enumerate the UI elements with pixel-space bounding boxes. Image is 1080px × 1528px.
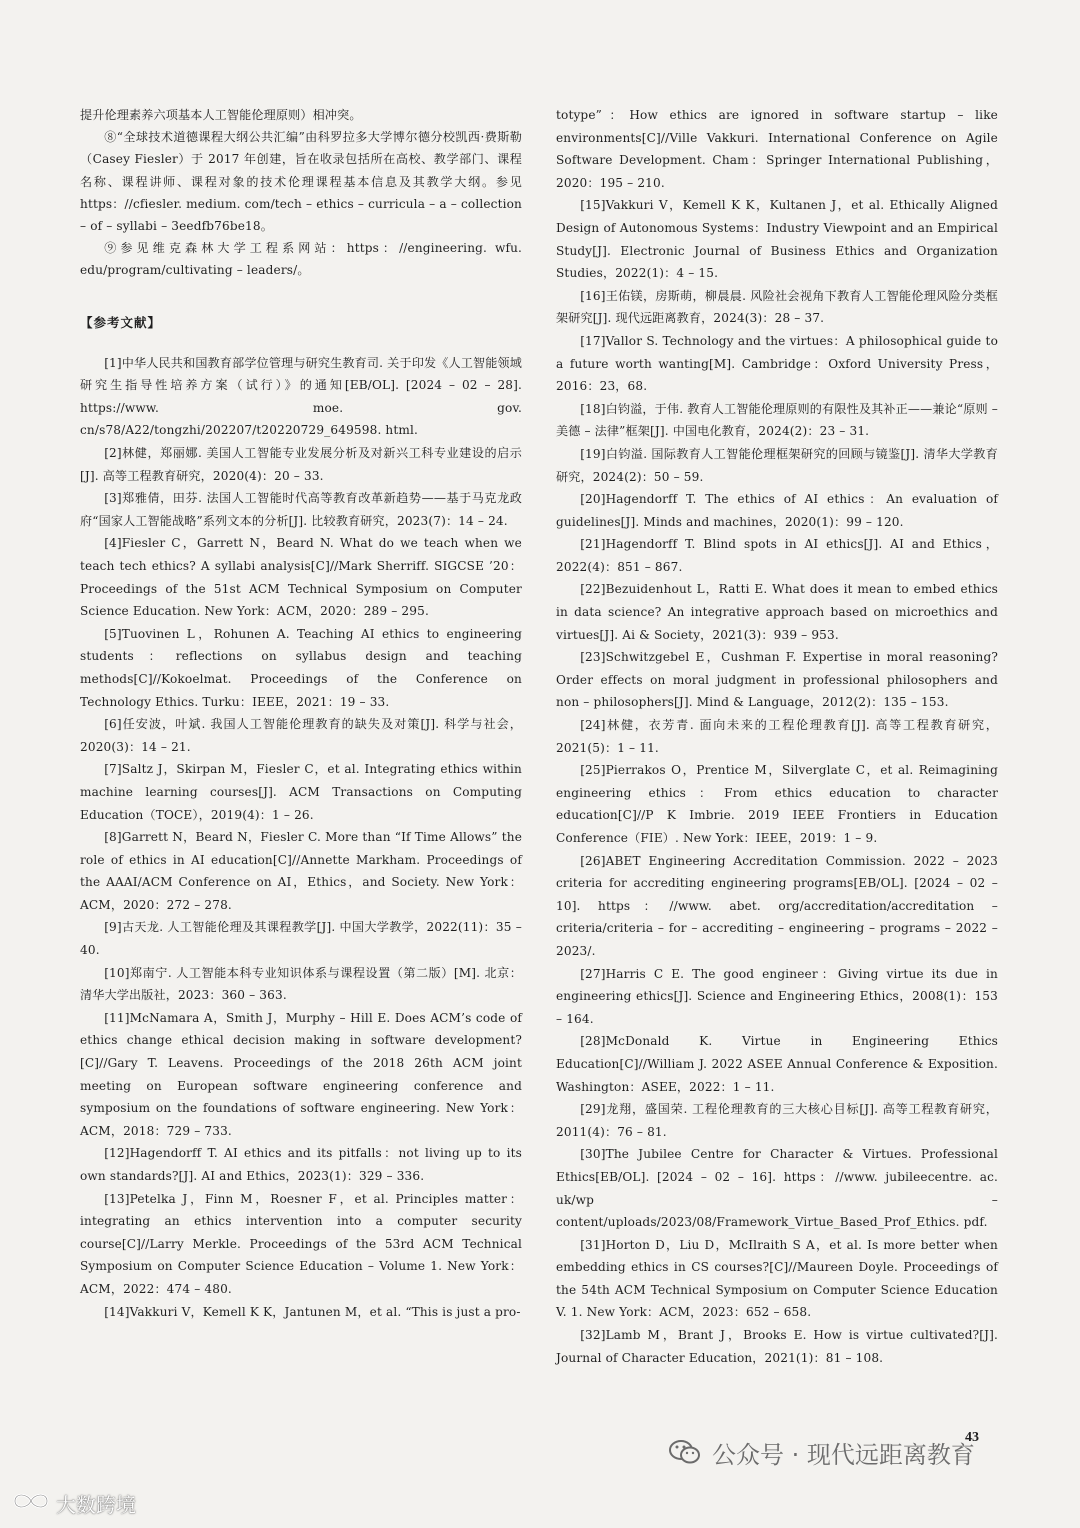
left-column [80, 104, 522, 1323]
reference-item: [28]McDonald K. Virtue in Engineering Ethics Education[C]//William J. 2022 ASEE Annual Conference & Exposition. Washington：ASEE，2022：1 – 11. [556, 1034, 998, 1094]
footnote-8: ⑧“全球技术道德课程大纲公共汇编”由科罗拉多大学博尔德分校凯西·费斯勒（Casey Fiesler）于 2017 年创建，旨在收录包括所在高校、教学部门、课程名称、课程讲师、课程对象的技术伦理课程基本信息及其教学大纲。参见 https：//cfiesler. medium. com/tech – ethics – curricula – a – collection – of – syllabi – 3eedfb76be18。 [80, 130, 522, 234]
reference-item: [19]白钧溢. 国际教育人工智能伦理框架研究的回顾与镜鉴[J]. 清华大学教育研究，2024(2)：50 – 59. [556, 446, 998, 484]
reference-item: [5]Tuovinen L，Rohunen A. Teaching AI ethics to engineering students：reflections on syllabus design and teaching methods[C]//Kokoelmat. Proceedings of the Conference on Technology Ethics. Turku：IEEE，2021：19 – 33. [80, 626, 522, 709]
wechat-account-banner [668, 1432, 975, 1472]
reference-item: [22]Bezuidenhout L，Ratti E. What does it mean to embed ethics in data science? An integrative approach based on microethics and virtues[J]. Ai & Society，2021(3)：939 – 953. [556, 582, 998, 642]
reference-list-left [80, 352, 522, 1324]
right-column [556, 104, 998, 1369]
reference-item: [17]Vallor S. Technology and the virtues：A philosophical guide to a future worth wanting[M]. Cambridge：Oxford University Press，2016：23，68. [556, 333, 998, 394]
reference-item: [30]The Jubilee Centre for Character & Virtues. Professional Ethics[EB/OL]. [2024 – 02 – 16]. https：//www. jubileecentre. ac. uk/wp – content/uploads/2023/08/Framework_Virtue_Based_Prof_Ethics. pdf. [556, 1147, 998, 1230]
reference-item: [32]Lamb M，Brant J，Brooks E. How is virtue cultivated?[J]. Journal of Character Education，2021(1)：81 – 108. [556, 1328, 998, 1365]
reference-item: totype”：How ethics are ignored in software startup – like environments[C]//Ville Vakkuri. International Conference on Agile Software Development. Cham：Springer International Publishing，2020：195 – 210. [556, 108, 998, 190]
footnote-continuation: 提升伦理素养六项基本人工智能伦理原则）相冲突。 [80, 108, 362, 122]
platform-watermark [12, 1488, 136, 1518]
reference-item: [16]王佑镁，房斯萌，柳晨晨. 风险社会视角下教育人工智能伦理风险分类框架研究[J]. 现代远距离教育，2024(3)：28 – 37. [556, 288, 998, 326]
reference-item: [3]郑雅倩，田芬. 法国人工智能时代高等教育改革新趋势——基于马克龙政府“国家人工智能战略”系列文本的分析[J]. 比较教育研究，2023(7)：14 – 24. [80, 491, 522, 528]
reference-item: [23]Schwitzgebel E，Cushman F. Expertise in moral reasoning? Order effects on moral judgment in professional philosophers and non – philosophers[J]. Mind & Language，2012(2)：135 – 153. [556, 650, 998, 710]
reference-item: [21]Hagendorff T. Blind spots in AI ethics[J]. AI and Ethics，2022(4)：851 – 867. [556, 537, 998, 574]
watermark-logo-icon [12, 1490, 50, 1517]
references-heading: 【参考文献】 [80, 314, 162, 330]
reference-item: [24]林健，衣芳青. 面向未来的工程伦理教育[J]. 高等工程教育研究，2021(5)：1 – 11. [556, 718, 998, 755]
page-number: 43 [965, 1430, 979, 1445]
footnote-9: ⑨参见维克森林大学工程系网站：https：//engineering. wfu. edu/program/cultivating – leaders/。 [80, 241, 522, 278]
reference-item: [11]McNamara A，Smith J，Murphy – Hill E. Does ACM’s code of ethics change ethical decision making in software development?[C]//Gary T. Leavens. Proceedings of the 2018 26th ACM joint meeting on European software engineering conference and symposium on the foundations of software engineering. New York：ACM，2018：729 – 733. [80, 1010, 522, 1138]
reference-item: [2]林健，郑丽娜. 美国人工智能专业发展分析及对新兴工科专业建设的启示[J]. 高等工程教育研究，2020(4)：20 – 33. [80, 446, 522, 483]
reference-item: [29]龙翔，盛国荣. 工程伦理教育的三大核心目标[J]. 高等工程教育研究，2011(4)：76 – 81. [556, 1102, 998, 1139]
reference-item: [13]Petelka J，Finn M，Roesner F，et al. Principles matter：integrating an ethics intervention into a computer security course[C]//Larry Merkle. Proceedings of the 53rd ACM Technical Symposium on Computer Science Education – Volume 1. New York：ACM，2022：474 – 480. [80, 1191, 522, 1296]
reference-item: [6]任安波，叶斌. 我国人工智能伦理教育的缺失及对策[J]. 科学与社会，2020(3)：14 – 21. [80, 717, 522, 754]
reference-item: [8]Garrett N，Beard N，Fiesler C. More than “If Time Allows” the role of ethics in AI education[C]//Annette Markham. Proceedings of the AAAI/ACM Conference on AI，Ethics，and Society. New York：ACM，2020：272 – 278. [80, 830, 522, 912]
reference-item: [15]Vakkuri V，Kemell K K，Kultanen J，et al. Ethically Aligned Design of Autonomous Systems：Industry Viewpoint and an Empirical Study[J]. Electronic Journal of Business Ethics and Organization Studies，2022(1)：4 – 15. [556, 198, 998, 281]
reference-item: [10]郑南宁. 人工智能本科专业知识体系与课程设置（第二版）[M]. 北京：清华大学出版社，2023：360 – 363. [80, 965, 522, 1003]
reference-item: [25]Pierrakos O，Prentice M，Silverglate C，et al. Reimagining engineering ethics：From ethics education to character education[C]//P K Imbrie. 2019 IEEE Frontiers in Education Conference（FIE）. New York：IEEE，2019：1 – 9. [556, 763, 998, 845]
reference-item: [27]Harris C E. The good engineer：Giving virtue its due in engineering ethics[J]. Science and Engineering Ethics，2008(1)：153 – 164. [556, 966, 998, 1026]
reference-item: [18]白钧溢，于伟. 教育人工智能伦理原则的有限性及其补正——兼论“原则 – 美德 – 法律”框架[J]. 中国电化教育，2024(2)：23 – 31. [556, 401, 998, 439]
reference-list-right [556, 104, 998, 1369]
reference-item: [12]Hagendorff T. AI ethics and its pitfalls：not living up to its own standards?[J]. AI and Ethics，2023(1)：329 – 336. [80, 1146, 522, 1183]
reference-item: [4]Fiesler C，Garrett N，Beard N. What do we teach when we teach tech ethics? A syllabi analysis[C]//Mark Sherriff. SIGCSE ’20：Proceedings of the 51st ACM Technical Symposium on Computer Science Education. New York：ACM，2020：289 – 295. [80, 536, 522, 619]
wechat-icon [668, 1438, 702, 1466]
reference-item: [26]ABET Engineering Accreditation Commission. 2022 – 2023 criteria for accrediting engineering programs[EB/OL]. [2024 – 02 – 10]. https：//www. abet. org/accreditation/accreditation – criteria/criteria – for – accrediting – engineering – programs – 2022 – 2023/. [556, 853, 998, 958]
reference-item: [7]Saltz J，Skirpan M，Fiesler C，et al. Integrating ethics within machine learning courses[J]. ACM Transactions on Computing Education（TOCE），2019(4)：1 – 26. [80, 762, 522, 822]
watermark-label: 大数跨境 [56, 1492, 136, 1517]
reference-item: [1]中华人民共和国教育部学位管理与研究生教育司. 关于印发《人工智能领域研究生指导性培养方案（试行）》的通知[EB/OL]. [2024 – 02 – 28]. https://www. moe. gov. cn/s78/A22/tongzhi/202207/t20220729_649598. html. [80, 355, 522, 438]
reference-item: [20]Hagendorff T. The ethics of AI ethics：An evaluation of guidelines[J]. Minds and machines，2020(1)：99 – 120. [556, 492, 998, 529]
reference-item: [31]Horton D，Liu D，McIlraith S A，et al. Is more better when embedding ethics in CS courses?[C]//Maureen Doyle. Proceedings of the 54th ACM Technical Symposium on Computer Science Education V. 1. New York：ACM，2023：652 – 658. [556, 1237, 998, 1320]
reference-item: [14]Vakkuri V，Kemell K K，Jantunen M，et al. “This is just a pro- [104, 1304, 521, 1319]
section-gap [80, 282, 522, 312]
reference-item: [9]古天龙. 人工智能伦理及其课程教学[J]. 中国大学教学，2022(11)：35 – 40. [80, 920, 522, 958]
wechat-account-label: 公众号 · 现代远距离教育 [712, 1440, 975, 1469]
